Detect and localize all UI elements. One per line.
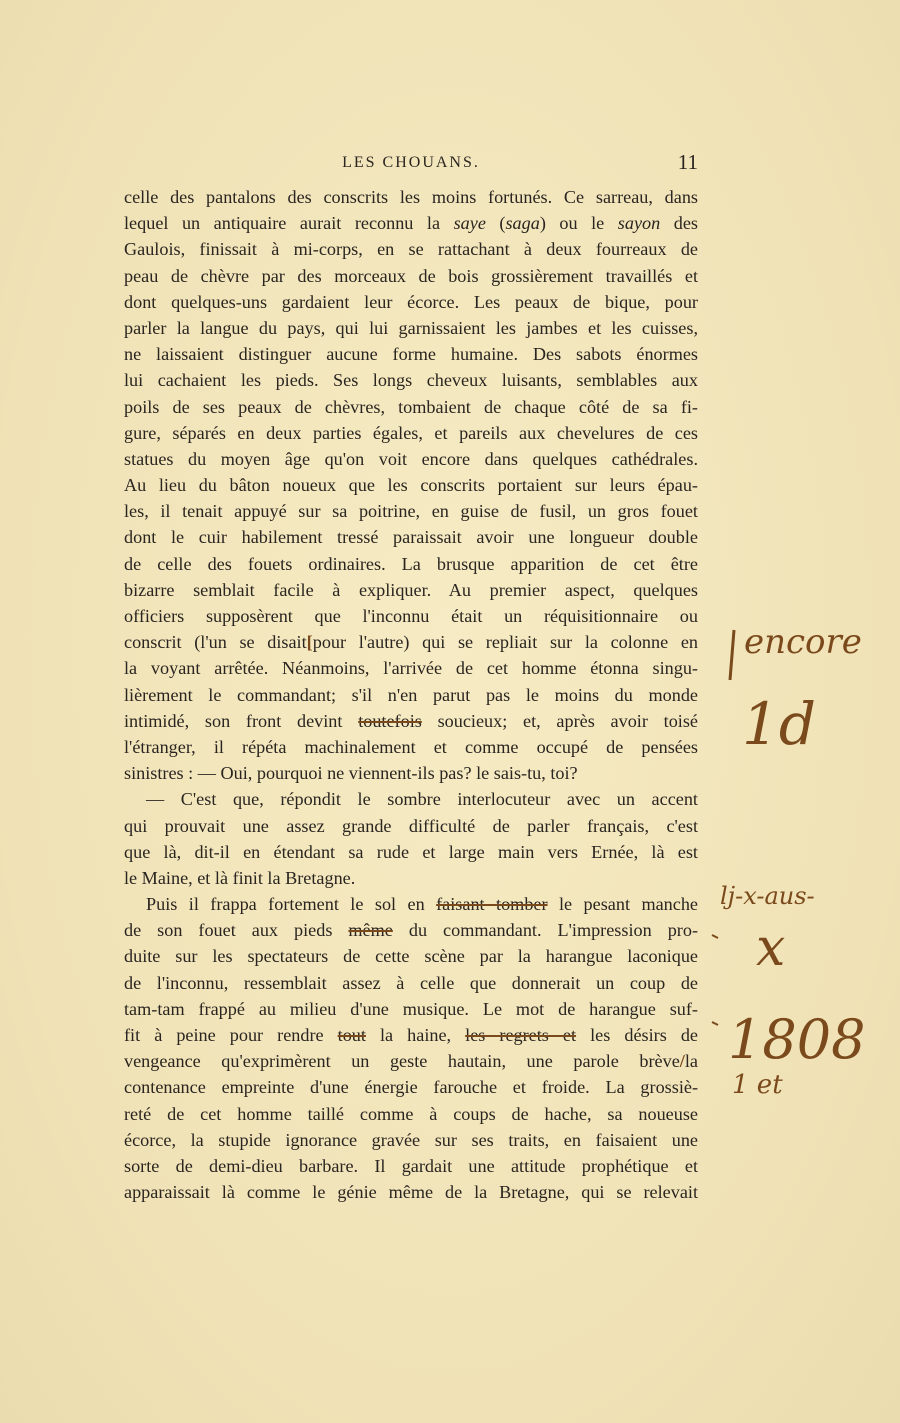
struck-word: même — [348, 920, 393, 941]
text-line: celle des pantalons des conscrits les moins fortunés. Ce sarreau, dans — [124, 187, 698, 207]
text-line: dont le cuir habilement tressé paraissait avoir une longueur double — [124, 527, 698, 548]
text-line: de l'inconnu, ressemblait assez à celle que donnerait un coup de — [124, 972, 698, 993]
text-line — [124, 629, 698, 655]
text-segment: des — [660, 213, 698, 234]
text-line: lièrement le commandant; s'il n'en parut pas le moins du monde — [124, 684, 698, 705]
page-number: 11 — [677, 150, 698, 174]
margin-note-1et: 1 et — [732, 1070, 783, 1100]
italic-word: sayon — [617, 213, 661, 234]
italic-word: saye — [453, 213, 486, 234]
text-line: la voyant arrêtée. Néanmoins, l'arrivée de cet homme étonna singu- — [124, 658, 698, 679]
margin-note-lj-aus: lj-x-aus- — [720, 882, 815, 910]
text-segment: ) ou le — [539, 213, 618, 234]
text-line — [124, 1048, 698, 1074]
text-segment: la — [684, 1051, 698, 1072]
struck-word: toutefois — [358, 710, 422, 731]
text-segment: Puis il frappa fortement le sol en — [146, 894, 437, 915]
italic-word: saga — [505, 213, 540, 234]
text-line: parler la langue du pays, qui lui garnissaient les jambes et les cuisses, — [124, 317, 698, 338]
text-line: que là, dit-il en étendant sa rude et large main vers Ernée, là est — [124, 841, 698, 862]
struck-word: les regrets et — [465, 1025, 577, 1045]
insertion-mark: / — [679, 1051, 685, 1072]
text-line — [124, 210, 698, 236]
text-segment: du commandant. L'impression pro- — [392, 920, 698, 941]
text-segment: la haine, — [365, 1025, 466, 1045]
text-segment: de son fouet aux pieds — [124, 920, 349, 941]
text-segment: lequel un antiquaire aurait reconnu la — [124, 213, 454, 234]
text-line: apparaissait là comme le génie même de la Bretagne, qui se relevait — [124, 1182, 698, 1203]
text-line: reté de cet homme taillé comme à coups de hache, sa noueuse — [124, 1103, 698, 1124]
text-line: les, il tenait appuyé sur sa poitrine, en guise de fusil, un gros fouet — [124, 501, 698, 522]
text-line: écorce, la stupide ignorance gravée sur ses traits, en faisaient une — [124, 1129, 698, 1150]
text-line — [124, 891, 698, 917]
text-line: sinistres : — Oui, pourquoi ne viennent-ils pas? le sais-tu, toi? — [124, 763, 578, 784]
margin-note-1808: 1808 — [728, 1008, 866, 1071]
text-segment: intimidé, son front devint — [124, 710, 359, 731]
margin-note-encore: encore — [744, 622, 862, 662]
text-line: gure, séparés en deux parties égales, et pareils aux chevelures de ces — [124, 422, 698, 443]
text-segment: le pesant manche — [547, 894, 698, 915]
text-line: duite sur les spectateurs de cette scène par la harangue laconique — [124, 946, 698, 967]
text-line — [124, 1022, 698, 1048]
text-line: poils de ses peaux de chèvres, tombaient de chaque côté de sa fi- — [124, 396, 698, 417]
struck-word: faisant tomber — [436, 894, 548, 915]
insertion-mark: [ — [306, 632, 313, 653]
text-line: bizarre semblait facile à expliquer. Au premier aspect, quelques — [124, 579, 698, 600]
text-line: lui cachaient les pieds. Ses longs cheveux luisants, semblables aux — [124, 370, 698, 391]
text-segment: fit à peine pour rendre — [124, 1025, 338, 1045]
text-segment: conscrit (l'un se disait — [124, 632, 307, 653]
page-header — [124, 150, 698, 178]
text-line: contenance empreinte d'une énergie farouche et froide. La grossiè- — [124, 1077, 698, 1098]
text-segment: ( — [485, 213, 506, 234]
text-line — [124, 917, 698, 943]
text-line: l'étranger, il répéta machinalement et comme occupé de pensées — [124, 736, 698, 757]
text-line: sorte de demi-dieu barbare. Il gardait une attitude prophétique et — [124, 1155, 698, 1176]
text-segment: soucieux; et, après avoir toisé — [421, 710, 698, 731]
text-line: ne laissaient distinguer aucune forme humaine. Des sabots énormes — [124, 344, 698, 365]
text-line: Gaulois, finissait à mi-corps, en se rattachant à deux fourreaux de — [124, 239, 698, 260]
text-line: qui prouvait une assez grande difficulté de parler français, c'est — [124, 815, 698, 836]
margin-note-x: x — [756, 918, 786, 978]
text-line: le Maine, et là finit la Bretagne. — [124, 867, 356, 888]
text-line — [124, 708, 698, 734]
text-line: Au lieu du bâton noueux que les conscrits portaient sur leurs épau- — [124, 475, 698, 496]
running-title: LES CHOUANS. — [342, 154, 480, 171]
text-segment: pour l'autre) qui se repliait sur la colonne en — [312, 632, 698, 653]
margin-note-1d: 1d — [742, 690, 817, 758]
text-line: peau de chèvre par des morceaux de bois grossièrement travaillés et — [124, 265, 698, 286]
text-line: de celle des fouets ordinaires. La brusque apparition de cet être — [124, 553, 698, 574]
text-line: tam-tam frappé au milieu d'une musique. Le mot de harangue suf- — [124, 998, 698, 1019]
margin-bracket-stroke — [730, 630, 734, 680]
body-text — [124, 184, 698, 1205]
text-segment: les désirs de — [576, 1025, 698, 1045]
text-line: — C'est que, répondit le sombre interlocuteur avec un accent — [146, 789, 698, 810]
struck-word: tout — [337, 1025, 366, 1045]
text-line: dont quelques-uns gardaient leur écorce. Les peaux de bique, pour — [124, 291, 698, 312]
margin-tick-stroke — [712, 1022, 718, 1025]
text-segment: vengeance qu'exprimèrent un geste hautain, une parole brève — [124, 1051, 680, 1072]
text-line: officiers supposèrent que l'inconnu était un réquisitionnaire ou — [124, 606, 698, 626]
margin-tick-stroke — [712, 935, 718, 938]
text-line: statues du moyen âge qu'on voit encore dans quelques cathédrales. — [124, 448, 698, 469]
